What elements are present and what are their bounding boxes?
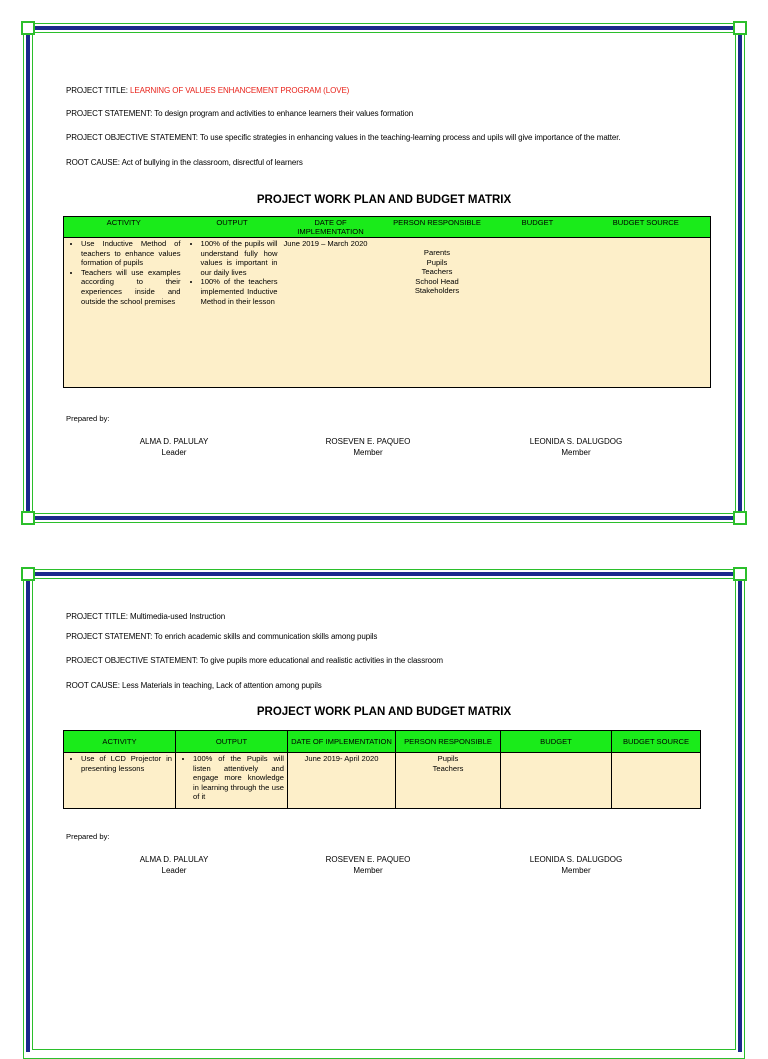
project-title-line (66, 86, 349, 95)
page-2 (26, 572, 742, 1052)
corner-ornament (733, 511, 747, 525)
col-person: PERSON RESPONSIBLE (381, 217, 494, 238)
project-objective-label: PROJECT OBJECTIVE STATEMENT: (66, 656, 198, 665)
root-cause-value: Less Materials in teaching, Lack of attention among pupils (122, 681, 322, 690)
list-item: • 100% of the teachers implemented Inductive Method in their lesson (201, 277, 278, 306)
col-budget-source: BUDGET SOURCE (582, 217, 711, 238)
person-item: Parents (423, 248, 451, 257)
output-cell (184, 238, 281, 388)
project-title-line (66, 612, 225, 621)
project-title-value: LEARNING OF VALUES ENHANCEMENT PROGRAM (LOVE) (130, 86, 350, 95)
prepared-by-label: Prepared by: (66, 832, 110, 841)
list-item: • Use Inductive Method of teachers to enhance values formation of pupils (81, 239, 181, 268)
date-cell: June 2019- April 2020 (288, 753, 396, 809)
root-cause-line (66, 681, 322, 690)
root-cause-label: ROOT CAUSE: (66, 681, 120, 690)
col-budget: BUDGET (494, 217, 582, 238)
project-objective-line (66, 656, 443, 665)
col-date: DATE OF IMPLEMENTATION (281, 217, 381, 238)
signatory-name: LEONIDA S. DALUGDOG (529, 855, 623, 864)
project-statement-label: PROJECT STATEMENT: (66, 632, 153, 641)
activity-cell (64, 238, 184, 388)
list-item: • 100% of the pupils will understand fully how values is important in our daily lives (201, 239, 278, 277)
person-item: Stakeholders (414, 286, 460, 296)
project-objective-line (66, 133, 621, 142)
signatory (496, 436, 656, 458)
activity-cell (64, 753, 176, 809)
person-item: Pupils (426, 257, 448, 267)
signatory-name: ALMA D. PALULAY (139, 855, 209, 864)
project-title-label: PROJECT TITLE: (66, 86, 128, 95)
project-title-value: Multimedia-used Instruction (130, 612, 226, 621)
signatory-role: Member (561, 448, 591, 457)
col-activity: ACTIVITY (64, 731, 176, 753)
project-statement-line (66, 632, 377, 641)
list-item: • 100% of the Pupils will listen attentively and engage more knowledge in learning through the use of it (193, 754, 284, 802)
signatory (288, 854, 448, 876)
signatory-role: Member (561, 866, 591, 875)
table-row (64, 238, 711, 388)
person-cell (381, 238, 494, 388)
person-cell (396, 753, 501, 809)
project-objective-value: To use specific strategies in enhancing values in the teaching-learning process and upils will give importance of the matter. (199, 133, 621, 142)
project-statement-line (66, 109, 413, 118)
col-activity: ACTIVITY (64, 217, 184, 238)
col-budget: BUDGET (501, 731, 612, 753)
person-item: Teachers (421, 267, 453, 277)
budget-cell (501, 753, 612, 809)
project-title-label: PROJECT TITLE: (66, 612, 128, 621)
corner-ornament (733, 21, 747, 35)
project-statement-value: To enrich academic skills and communication skills among pupils (154, 632, 378, 641)
root-cause-line (66, 158, 303, 167)
table-header-row (64, 217, 711, 238)
table-header-row (64, 731, 701, 753)
signatory-name: ROSEVEN E. PAQUEO (325, 437, 411, 446)
col-output: OUTPUT (184, 217, 281, 238)
col-output: OUTPUT (176, 731, 288, 753)
person-item: Pupils (437, 754, 459, 763)
signatory-name: ROSEVEN E. PAQUEO (325, 855, 411, 864)
signatory (288, 436, 448, 458)
corner-ornament (21, 21, 35, 35)
table-row (64, 753, 701, 809)
project-statement-value: To design program and activities to enhance learners their values formation (154, 109, 414, 118)
signatory (94, 436, 254, 458)
date-cell: June 2019 – March 2020 (281, 238, 381, 388)
budget-source-cell (612, 753, 701, 809)
matrix-title: PROJECT WORK PLAN AND BUDGET MATRIX (256, 706, 512, 718)
project-objective-value: To give pupils more educational and realistic activities in the classroom (199, 656, 443, 665)
signatory-name: LEONIDA S. DALUGDOG (529, 437, 623, 446)
root-cause-label: ROOT CAUSE: (66, 158, 120, 167)
list-item: • Teachers will use examples according to their experiences inside and outside the school premises (81, 268, 181, 306)
signatory (94, 854, 254, 876)
col-date: DATE OF IMPLEMENTATION (288, 731, 396, 753)
work-plan-table (63, 216, 711, 388)
matrix-title: PROJECT WORK PLAN AND BUDGET MATRIX (256, 194, 512, 206)
signatory-name: ALMA D. PALULAY (139, 437, 209, 446)
signatory (496, 854, 656, 876)
signatory-role: Leader (161, 448, 187, 457)
signatory-role: Member (353, 866, 383, 875)
output-cell (176, 753, 288, 809)
person-item: School Head (415, 276, 459, 286)
corner-ornament (21, 511, 35, 525)
project-objective-label: PROJECT OBJECTIVE STATEMENT: (66, 133, 198, 142)
budget-source-cell (582, 238, 711, 388)
budget-cell (494, 238, 582, 388)
page-1 (26, 26, 742, 520)
corner-ornament (21, 567, 35, 581)
prepared-by-label: Prepared by: (66, 414, 110, 423)
corner-ornament (733, 567, 747, 581)
project-statement-label: PROJECT STATEMENT: (66, 109, 153, 118)
signatory-role: Leader (161, 866, 187, 875)
list-item: • Use of LCD Projector in presenting lessons (81, 754, 172, 773)
signatory-role: Member (353, 448, 383, 457)
work-plan-table (63, 730, 701, 809)
person-item: Teachers (432, 763, 464, 773)
col-budget-source: BUDGET SOURCE (612, 731, 701, 753)
root-cause-value: Act of bullying in the classroom, disrectful of learners (121, 158, 303, 167)
col-person: PERSON RESPONSIBLE (396, 731, 501, 753)
